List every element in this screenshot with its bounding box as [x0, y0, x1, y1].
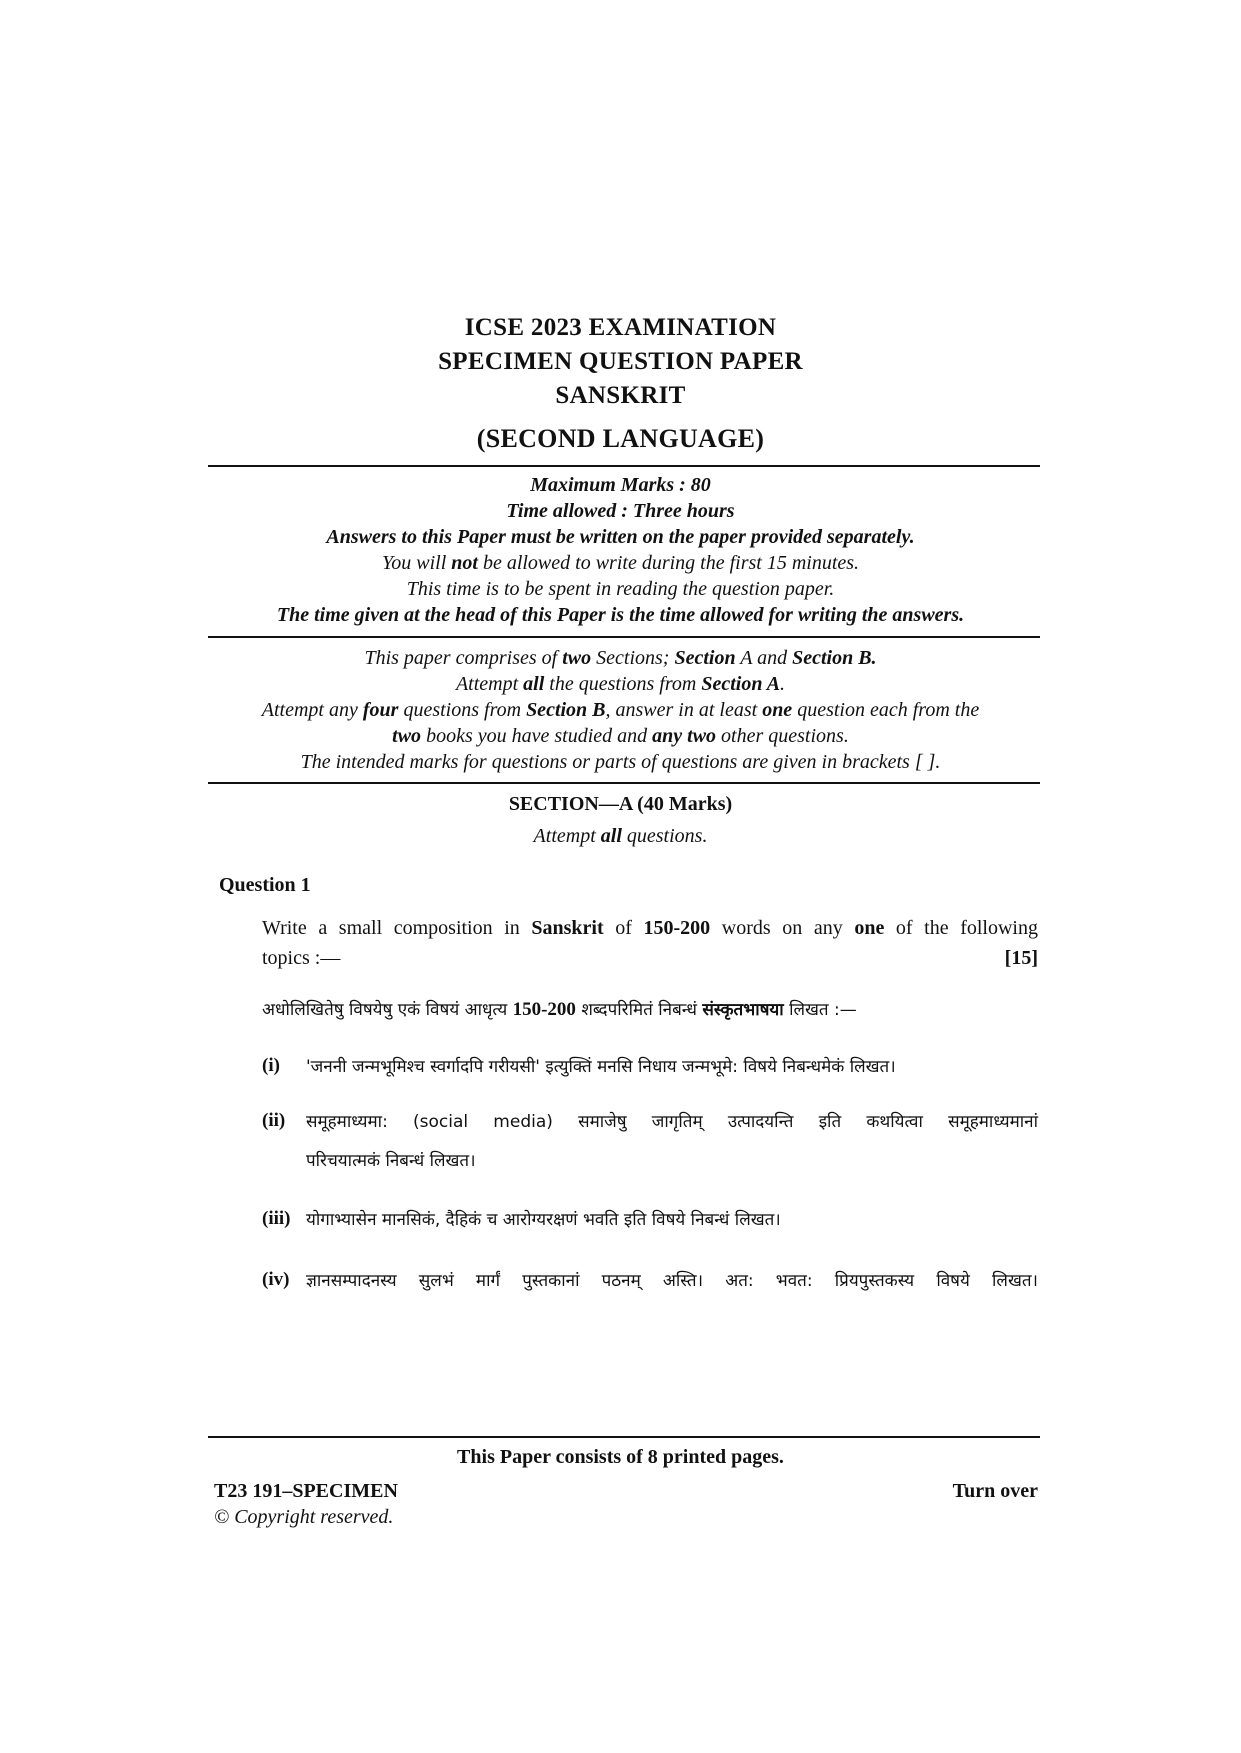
time-allowed: Time allowed : Three hours: [506, 500, 735, 522]
copyright: © Copyright reserved.: [214, 1506, 394, 1528]
structure-line-3: Attempt any four questions from Section B, answer in at least one question each from the: [261, 699, 980, 721]
item-label: (iii): [262, 1208, 291, 1229]
answers-instruction: Answers to this Paper must be written on the paper provided separately.: [326, 526, 915, 548]
question-english-line-2: topics :—: [262, 947, 341, 969]
reading-instruction: This time is to be spent in reading the question paper.: [406, 578, 835, 600]
item-label: (ii): [262, 1110, 286, 1131]
divider: [208, 782, 1040, 784]
turn-over: Turn over: [952, 1480, 1038, 1502]
question-marks: [15]: [1004, 947, 1038, 969]
question-english-line-1: Write a small composition in Sanskrit of 150-200 words on any one of the following: [262, 917, 1038, 939]
topic-i-text: 'जननी जन्मभूमिश्च स्वर्गादपि गरीयसी' इत्युक्तिं मनसि निधाय जन्मभूमे: विषये निबन्धमेकं लिखत।: [306, 1057, 896, 1077]
subject-title: SANSKRIT: [555, 382, 686, 409]
topic-ii-text-line-1: समूहमाध्यमा: (social media) समाजेषु जागृतिम् उत्पादयन्ति इति कथयित्वा समूहमाध्यमानां: [306, 1112, 1038, 1132]
question-sanskrit-instruction: अधोलिखितेषु विषयेषु एकं विषयं आधृत्य 150-200 शब्दपरिमितं निबन्धं संस्कृतभाषया लिखत :—: [262, 999, 857, 1020]
question-label: Question 1: [219, 874, 311, 896]
item-label: (iv): [262, 1269, 290, 1290]
maximum-marks: Maximum Marks : 80: [530, 474, 711, 496]
divider: [208, 636, 1040, 638]
section-a-subheading: Attempt all questions.: [533, 825, 708, 847]
paper-type: SPECIMEN QUESTION PAPER: [438, 348, 803, 375]
item-label: (i): [262, 1055, 280, 1076]
section-a-heading: SECTION—A (40 Marks): [508, 793, 733, 815]
structure-line-2: Attempt all the questions from Section A.: [455, 673, 786, 695]
page-count: This Paper consists of 8 printed pages.: [457, 1446, 784, 1468]
divider: [208, 465, 1040, 467]
topic-ii-text-line-2: परिचयात्मकं निबन्धं लिखत।: [306, 1151, 476, 1171]
no-writing-instruction: You will not be allowed to write during the first 15 minutes.: [381, 552, 860, 574]
language-type: (SECOND LANGUAGE): [476, 424, 765, 453]
structure-line-5: The intended marks for questions or parts of questions are given in brackets [ ].: [300, 751, 941, 773]
paper-code: T23 191–SPECIMEN: [214, 1480, 398, 1502]
topic-iv-text: ज्ञानसम्पादनस्य सुलभं मार्गं पुस्तकानां पठनम् अस्ति। अत: भवत: प्रियपुस्तकस्य विषये लिखत।: [306, 1271, 1038, 1291]
structure-line-1: This paper comprises of two Sections; Section A and Section B.: [364, 647, 877, 669]
footer-divider: [208, 1436, 1040, 1438]
time-given-instruction: The time given at the head of this Paper is the time allowed for writing the answers.: [276, 604, 965, 626]
topic-iii-text: योगाभ्यासेन मानसिकं, दैहिकं च आरोग्यरक्षणं भवति इति विषये निबन्धं लिखत।: [306, 1210, 781, 1230]
structure-line-4: two books you have studied and any two other questions.: [392, 725, 849, 747]
exam-title: ICSE 2023 EXAMINATION: [464, 314, 777, 341]
